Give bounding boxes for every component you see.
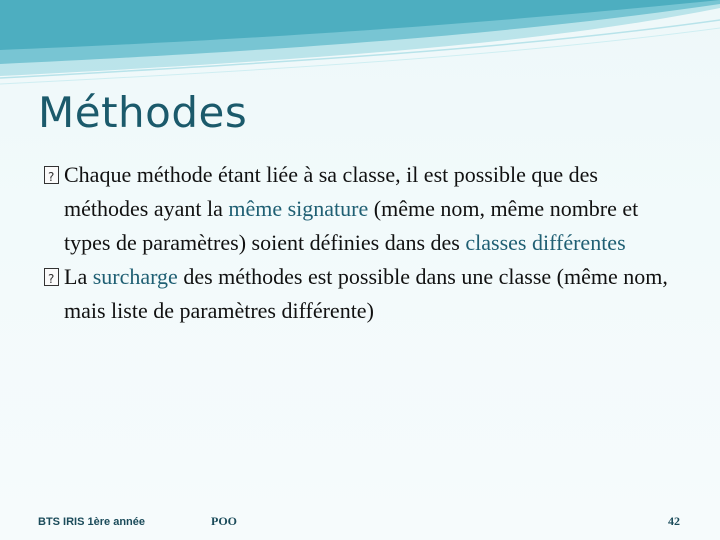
footer-subject: POO [211, 514, 237, 528]
highlight-term: surcharge [92, 264, 178, 289]
bullet-text: (même nom, même nombre et types de paramètres) soient définies dans des [64, 196, 639, 255]
highlight-term: classes différentes [465, 230, 626, 255]
bullet-text: La [64, 264, 93, 289]
bullet-text: Chaque méthode étant liée à sa classe, il est possible que des méthodes ayant la [64, 162, 598, 221]
footer-course: BTS IRIS 1ère année [38, 516, 145, 528]
slide-title: Méthodes [38, 88, 248, 137]
header-wave-decoration [0, 0, 720, 90]
bullet-icon [44, 268, 59, 286]
bullet-text: des méthodes est possible dans une classe (même nom, mais liste de paramètres différente) [64, 264, 668, 323]
slide-body [44, 158, 684, 328]
bullet-item [44, 260, 684, 328]
footer-page-number: 42 [668, 514, 680, 528]
bullet-icon [44, 166, 59, 184]
bullet-item [44, 158, 684, 260]
highlight-term: même signature [228, 196, 369, 221]
